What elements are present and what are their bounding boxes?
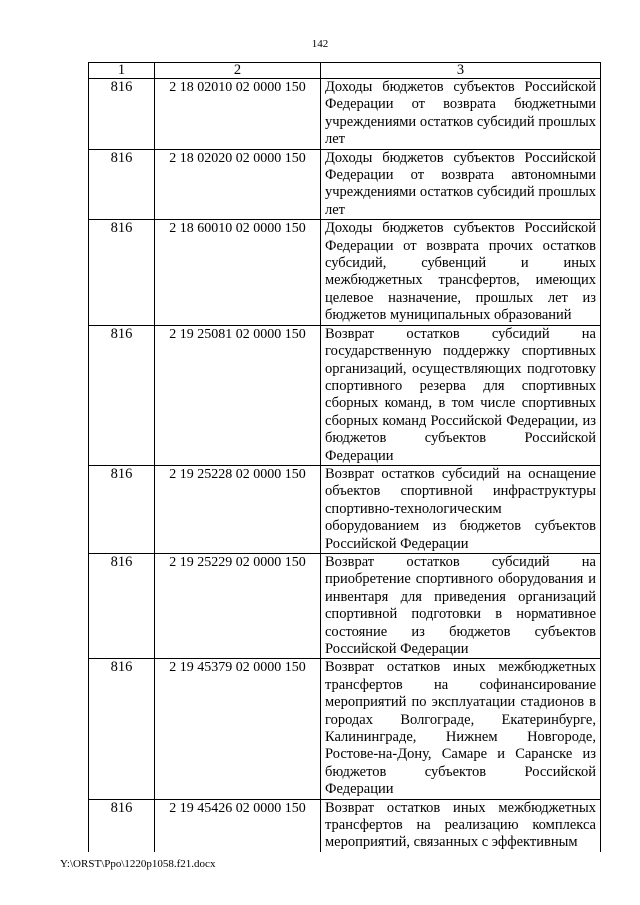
budget-code-cell: 2 19 25081 02 0000 150: [155, 325, 321, 465]
admin-code-cell: 816: [89, 79, 155, 150]
income-description-cell: Возврат остатков субсидий на приобретение спортивного оборудования и инвентаря для приведения организаций спортивной подготовки в нормативное состояние из бюджетов субъектов Российской Федерации: [321, 553, 601, 658]
table-row: [89, 659, 601, 799]
page-number: 142: [311, 38, 329, 50]
admin-code-cell: 816: [89, 325, 155, 465]
income-description-cell: Возврат остатков иных межбюджетных трансфертов на реализацию комплекса мероприятий, связанных с эффективным: [321, 799, 601, 852]
table-row: [89, 220, 601, 325]
budget-code-cell: 2 19 25229 02 0000 150: [155, 553, 321, 658]
budget-classification-table: [88, 62, 601, 852]
admin-code-cell: 816: [89, 149, 155, 220]
budget-code-cell: 2 19 25228 02 0000 150: [155, 465, 321, 553]
income-description-cell: Возврат остатков субсидий на государственную поддержку спортивных организаций, осуществляющих подготовку спортивного резерва для спортивных сборных команд, в том числе спортивных сборных команд Российской Федерации, из бюджетов субъектов Российской Федерации: [321, 325, 601, 465]
table-row: [89, 799, 601, 852]
admin-code-cell: 816: [89, 553, 155, 658]
income-description-cell: Доходы бюджетов субъектов Российской Федерации от возврата прочих остатков субсидий, субвенций и иных межбюджетных трансфертов, имеющих целевое назначение, прошлых лет из бюджетов муниципальных образований: [321, 220, 601, 325]
budget-code-cell: 2 18 02020 02 0000 150: [155, 149, 321, 220]
income-description-cell: Возврат остатков субсидий на оснащение объектов спортивной инфраструктуры спортивно-технологическим оборудованием из бюджетов субъектов Российской Федерации: [321, 465, 601, 553]
budget-code-cell: 2 19 45426 02 0000 150: [155, 799, 321, 852]
table-row: [89, 325, 601, 465]
admin-code-cell: 816: [89, 659, 155, 799]
table-row: [89, 553, 601, 658]
admin-code-cell: 816: [89, 799, 155, 852]
document-file-path: Y:\ORST\Ppo\1220p1058.f21.docx: [60, 858, 216, 870]
table-row: [89, 149, 601, 220]
budget-code-cell: 2 18 02010 02 0000 150: [155, 79, 321, 150]
income-description-cell: Возврат остатков иных межбюджетных трансфертов на софинансирование мероприятий по эксплуатации стадионов в городах Волгограде, Екатеринбурге, Калининграде, Нижнем Новгороде, Ростове-на-Дону, Самаре и Саранске из бюджетов субъектов Российской Федерации: [321, 659, 601, 799]
table-row: [89, 79, 601, 150]
admin-code-cell: 816: [89, 465, 155, 553]
column-header-3: 3: [321, 63, 601, 79]
budget-code-cell: 2 19 45379 02 0000 150: [155, 659, 321, 799]
admin-code-cell: 816: [89, 220, 155, 325]
budget-code-cell: 2 18 60010 02 0000 150: [155, 220, 321, 325]
column-header-1: 1: [89, 63, 155, 79]
column-header-2: 2: [155, 63, 321, 79]
income-description-cell: Доходы бюджетов субъектов Российской Федерации от возврата автономными учреждениями остатков субсидий прошлых лет: [321, 149, 601, 220]
table-header-row: [89, 63, 601, 79]
income-description-cell: Доходы бюджетов субъектов Российской Федерации от возврата бюджетными учреждениями остатков субсидий прошлых лет: [321, 79, 601, 150]
table-row: [89, 465, 601, 553]
